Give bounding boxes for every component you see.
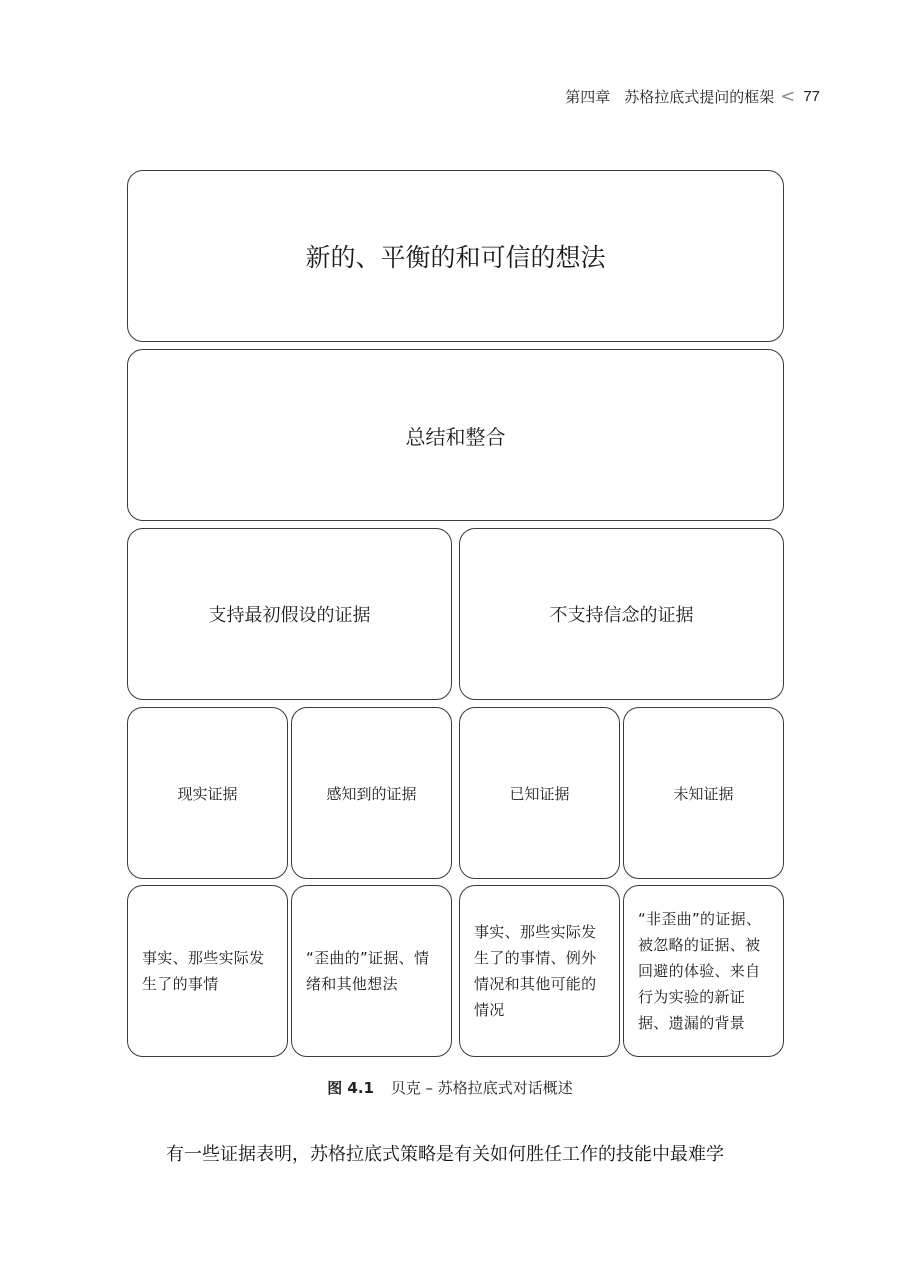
box-unknown-evidence-label: 未知证据: [673, 784, 734, 803]
box-perceived-evidence-label: 感知到的证据: [326, 784, 417, 803]
box-perceived-evidence-description: [291, 885, 452, 1057]
box-unknown-evidence-description-text: “非歪曲”的证据、被忽略的证据、被回避的体验、来自行为实验的新证据、遗漏的背景: [638, 910, 762, 1032]
box-non-supporting-evidence-label: 不支持信念的证据: [549, 605, 694, 626]
box-known-evidence-description: [459, 885, 620, 1057]
running-header: [565, 86, 820, 107]
figure-label: 图 4.1: [327, 1079, 374, 1097]
box-summary-integration-label: 总结和整合: [405, 424, 506, 449]
figure-caption: [0, 1077, 900, 1098]
chapter-number: 第四章: [565, 88, 611, 106]
figure-caption-text: 贝克 – 苏格拉底式对话概述: [390, 1079, 573, 1097]
box-unknown-evidence-description: [623, 885, 784, 1057]
body-paragraph: 有一些证据表明，苏格拉底式策略是有关如何胜任工作的技能中最难学: [166, 1144, 724, 1165]
box-supporting-evidence: [127, 528, 452, 700]
box-new-balanced-thought-label: 新的、平衡的和可信的想法: [305, 243, 606, 272]
box-perceived-evidence-description-text: “歪曲的”证据、情绪和其他想法: [306, 949, 430, 993]
chapter-title: 苏格拉底式提问的框架: [624, 88, 775, 106]
box-real-evidence: [127, 707, 288, 879]
box-unknown-evidence: [623, 707, 784, 879]
header-separator: <: [780, 86, 796, 107]
box-supporting-evidence-label: 支持最初假设的证据: [208, 605, 371, 626]
box-known-evidence-label: 已知证据: [509, 784, 570, 803]
box-real-evidence-description-text: 事实、那些实际发生了的事情: [142, 949, 265, 993]
box-non-supporting-evidence: [459, 528, 784, 700]
box-summary-integration: [127, 349, 784, 521]
box-perceived-evidence: [291, 707, 452, 879]
box-new-balanced-thought: [127, 170, 784, 342]
page-number: 77: [803, 88, 820, 105]
box-known-evidence: [459, 707, 620, 879]
box-known-evidence-description-text: 事实、那些实际发生了的事情、例外情况和其他可能的情况: [474, 923, 597, 1019]
box-real-evidence-description: [127, 885, 288, 1057]
box-real-evidence-label: 现实证据: [177, 784, 238, 803]
